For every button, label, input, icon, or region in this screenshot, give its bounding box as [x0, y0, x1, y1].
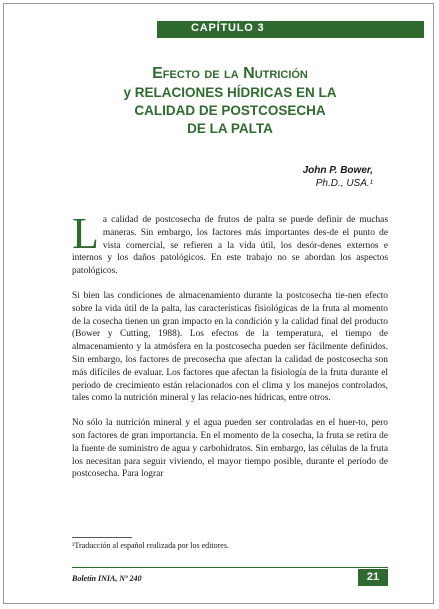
title-line-3: CALIDAD DE POSTCOSECHA [134, 103, 326, 118]
footer-divider [72, 567, 388, 568]
author-name: John P. Bower, [302, 165, 373, 176]
author-block [303, 164, 373, 190]
body-text [72, 209, 388, 493]
author-affiliation: Ph.D., USA.¹ [315, 178, 373, 189]
title-line-1: Efecto de la Nutrición [152, 65, 308, 82]
chapter-label: CAPÍTULO 3 [191, 22, 265, 34]
title-line-2: y RELACIONES HÍDRICAS EN LA [123, 85, 337, 100]
title-line-4: DE LA PALTA [187, 121, 273, 136]
paragraph-2: Si bien las condiciones de almacenamiento durante la postcosecha tie-nen efecto sobre la vida útil de la palta, las características fisiológicas de la fruta al momento de la cosecha tienen un gran impacto en la condición y la calidad final del producto (Bower y Cutting, 1988). Los efectos de la temperatura, el tiempo de almacenamiento y la atmósfera en la postcosecha pueden ser fácilmente definidos. Sin embargo, los factores de precosecha que afectan la calidad de postcosecha son más difíciles de evaluar. Los factores que afectan la fisiología de la fruta durante el período de crecimiento están relacionados con el clima y los manejos controlados, tales como la nutrición mineral y las relacio-nes hídricas, entre otros. [72, 290, 388, 404]
paragraph-1-text: a calidad de postcosecha de frutos de palta se puede definir de muchas maneras. Sin embargo, los factores más importantes des-de el punto de vista comercial, se refieren a la vida útil, los desór-denes externos e internos y los daños patológicos. En este trabajo no se abordan los aspectos patológicos. [72, 215, 388, 277]
footnote-divider [72, 537, 132, 538]
drop-cap: L [72, 209, 99, 258]
chapter-title [80, 64, 380, 138]
page-number: 21 [358, 569, 388, 586]
publication-name: Boletín INIA, Nº 240 [72, 574, 142, 583]
footnote: ¹Traducción al español realizada por los editores. [72, 541, 229, 550]
paragraph-3: No sólo la nutrición mineral y el agua pueden ser controladas en el huer-to, pero son factores de gran importancia. En el momento de la cosecha, la fruta se retira de la fuente de suministro de agua y carbohidratos. Sin embargo, las células de la fruta los necesitan para seguir viviendo, el mayor tiempo posible, durante el período de postcosecha. Para lograr [72, 418, 388, 480]
paragraph-1 [72, 209, 388, 278]
chapter-banner [157, 21, 424, 38]
